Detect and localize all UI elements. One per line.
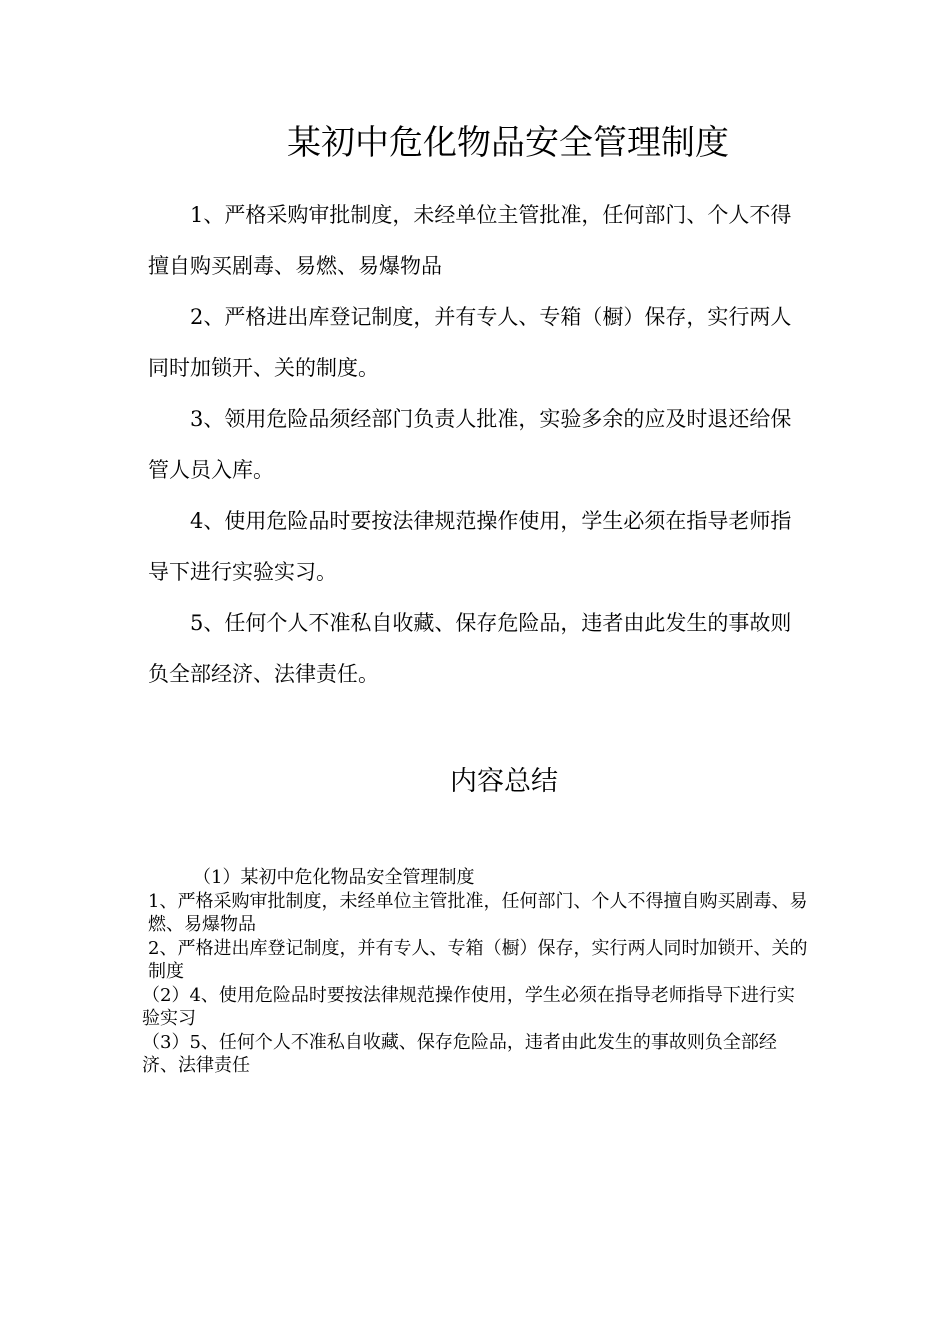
- document-title: 某初中危化物品安全管理制度: [287, 123, 729, 163]
- regulation-item-3: 3、领用危险品须经部门负责人批准，实验多余的应及时退还给保管人员入库。: [148, 407, 792, 482]
- regulation-body: [148, 190, 808, 700]
- summary-line-5: （3）5、任何个人不准私自收藏、保存危险品，违者由此发生的事故则负全部经济、法律责任: [142, 1031, 777, 1076]
- summary-line-1: （1）某初中危化物品安全管理制度: [193, 867, 475, 888]
- summary-line-4: （2）4、使用危险品时要按法律规范操作使用，学生必须在指导老师指导下进行实验实习: [142, 984, 795, 1029]
- summary-line-3: 2、严格进出库登记制度，并有专人、专箱（橱）保存，实行两人同时加锁开、关的制度: [148, 937, 808, 982]
- summary-section: [142, 866, 808, 1078]
- summary-line-2: 1、严格采购审批制度，未经单位主管批准，任何部门、个人不得擅自购买剧毒、易燃、易爆物品: [148, 890, 808, 935]
- regulation-item-1: 1、严格采购审批制度，未经单位主管批准，任何部门、个人不得擅自购买剧毒、易燃、易爆物品: [148, 203, 792, 278]
- regulation-item-4: 4、使用危险品时要按法律规范操作使用，学生必须在指导老师指导下进行实验实习。: [148, 509, 792, 584]
- regulation-item-2: 2、严格进出库登记制度，并有专人、专箱（橱）保存，实行两人同时加锁开、关的制度。: [148, 305, 792, 380]
- regulation-item-5: 5、任何个人不准私自收藏、保存危险品，违者由此发生的事故则负全部经济、法律责任。: [148, 611, 792, 686]
- summary-title: 内容总结: [450, 766, 558, 797]
